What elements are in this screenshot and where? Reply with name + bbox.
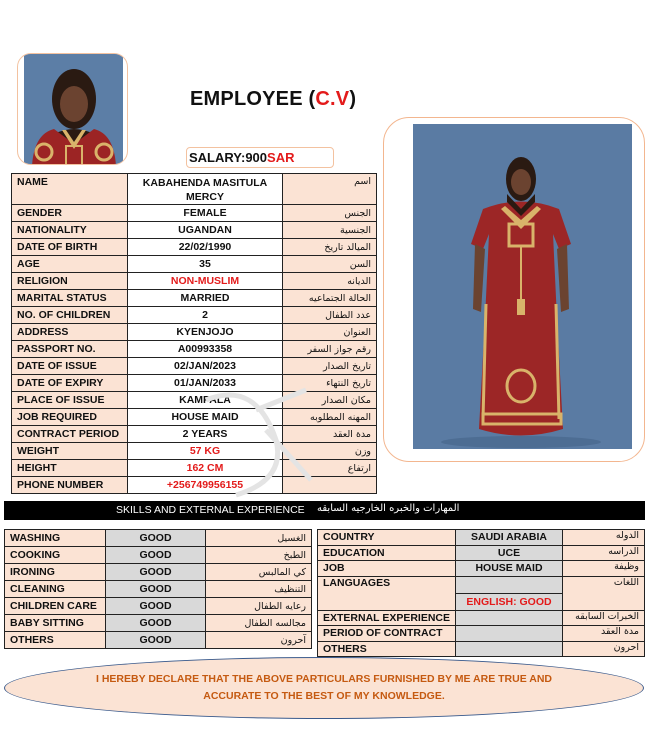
experience-value [456,610,563,626]
experience-label: COUNTRY [318,530,456,546]
row-label: NAME [12,174,128,205]
experience-arabic-label: اللغات [563,576,645,610]
portrait-photo-frame [17,53,128,165]
row-arabic-label: الديانه [283,273,377,290]
table-row [5,615,312,632]
skill-value: GOOD [106,530,206,547]
experience-label: EXTERNAL EXPERIENCE [318,610,456,626]
experience-value: SAUDI ARABIA [456,530,563,546]
experience-label: JOB [318,561,456,577]
portrait-photo [24,54,123,165]
skills-section-header [4,501,645,520]
row-arabic-label: عدد الطفال [283,307,377,324]
table-row [12,409,377,426]
skill-value: GOOD [106,615,206,632]
table-row [12,477,377,494]
row-label: MARITAL STATUS [12,290,128,307]
skill-arabic-label: الطبخ [206,547,312,564]
row-arabic-label: اسم [283,174,377,205]
experience-table [317,529,645,657]
table-row [5,547,312,564]
declaration-line-2: ACCURATE TO THE BEST OF MY KNOWLEDGE. [203,690,445,702]
table-row [5,564,312,581]
salary-box [186,147,334,168]
experience-value: UCE [456,545,563,561]
skill-value: GOOD [106,547,206,564]
table-row [12,273,377,290]
skill-label: COOKING [5,547,106,564]
row-value: KABAHENDA MASITULA MERCY [128,174,283,205]
row-label: PLACE OF ISSUE [12,392,128,409]
table-row [12,358,377,375]
skill-arabic-label: آحرون [206,632,312,649]
declaration-banner [4,657,644,719]
salary-currency: SAR [267,150,295,165]
row-arabic-label: مكان الصدار [283,392,377,409]
table-row [12,324,377,341]
table-row [12,307,377,324]
section-title-english: SKILLS AND EXTERNAL EXPERIENCE [116,504,305,516]
row-label: DATE OF BIRTH [12,239,128,256]
experience-value: HOUSE MAID [456,561,563,577]
row-value: FEMALE [128,205,283,222]
experience-arabic-label: الدراسه [563,545,645,561]
skill-label: BABY SITTING [5,615,106,632]
skill-value: GOOD [106,598,206,615]
table-row [318,545,645,561]
experience-label: LANGUAGES [318,576,456,610]
experience-arabic-label: الخبرات السابقه [563,610,645,626]
table-row [318,641,645,657]
table-row [5,581,312,598]
skill-arabic-label: كي المالبس [206,564,312,581]
row-arabic-label: الحالة الجتماعيه [283,290,377,307]
table-row [12,205,377,222]
row-label: HEIGHT [12,460,128,477]
row-arabic-label: مدة العقد [283,426,377,443]
row-value: 2 [128,307,283,324]
skill-value: GOOD [106,581,206,598]
experience-arabic-label: وظيفة [563,561,645,577]
row-arabic-label: السن [283,256,377,273]
row-value: HOUSE MAID [128,409,283,426]
salary-amount: SALARY:900 [189,150,268,165]
table-row [12,290,377,307]
row-arabic-label: ارتفاع [283,460,377,477]
row-label: DATE OF ISSUE [12,358,128,375]
experience-value [456,626,563,642]
row-value: A00993358 [128,341,283,358]
skills-table [4,529,312,649]
row-value: +256749956155 [128,477,283,494]
table-row [5,632,312,649]
row-value: 01/JAN/2033 [128,375,283,392]
row-value: KAMPALA [128,392,283,409]
experience-arabic-label: الدوله [563,530,645,546]
skill-value: GOOD [106,564,206,581]
experience-arabic-label: مدة العقد [563,626,645,642]
declaration-line-1: I HEREBY DECLARE THAT THE ABOVE PARTICULARS FURNISHED BY ME ARE TRUE AND [96,673,552,685]
title-accent: C.V [315,88,350,110]
skill-arabic-label: الغسيل [206,530,312,547]
row-value: 35 [128,256,283,273]
table-row [12,222,377,239]
table-row [12,392,377,409]
row-label: CONTRACT PERIOD [12,426,128,443]
row-value: 02/JAN/2023 [128,358,283,375]
skill-label: CHILDREN CARE [5,598,106,615]
row-arabic-label: الجنس [283,205,377,222]
row-label: NATIONALITY [12,222,128,239]
table-row [318,626,645,642]
row-label: PASSPORT NO. [12,341,128,358]
row-arabic-label: العنوان [283,324,377,341]
table-row [5,598,312,615]
experience-label: EDUCATION [318,545,456,561]
table-row [318,561,645,577]
table-row [5,530,312,547]
row-arabic-label: تاريخ الصدار [283,358,377,375]
language-value: ENGLISH: GOOD [456,593,563,610]
section-title-arabic: المهارات والخبره الخارجيه السابقه [317,503,460,514]
skill-label: IRONING [5,564,106,581]
experience-label: OTHERS [318,641,456,657]
table-row [12,239,377,256]
table-row [318,610,645,626]
row-arabic-label: المهنه المطلوبه [283,409,377,426]
row-arabic-label: الجنسية [283,222,377,239]
row-label: DATE OF EXPIRY [12,375,128,392]
page-title [190,88,356,111]
row-arabic-label: رقم جواز السفر [283,341,377,358]
skill-value: GOOD [106,632,206,649]
table-row [12,341,377,358]
row-value: UGANDAN [128,222,283,239]
skill-label: OTHERS [5,632,106,649]
row-arabic-label: تاريخ النتهاء [283,375,377,392]
row-value: 162 CM [128,460,283,477]
skill-label: WASHING [5,530,106,547]
skill-label: CLEANING [5,581,106,598]
experience-arabic-label: آحرون [563,641,645,657]
row-arabic-label [283,477,377,494]
skill-arabic-label: التنظيف [206,581,312,598]
row-label: ADDRESS [12,324,128,341]
table-row [12,256,377,273]
table-row [12,375,377,392]
experience-label: PERIOD OF CONTRACT [318,626,456,642]
skill-arabic-label: رعايه الطفال [206,598,312,615]
table-row [318,530,645,546]
row-label: JOB REQUIRED [12,409,128,426]
experience-value [456,576,563,593]
row-label: GENDER [12,205,128,222]
skill-arabic-label: مجالسه الطفال [206,615,312,632]
row-value: MARRIED [128,290,283,307]
table-row [318,576,645,593]
row-value: 57 KG [128,443,283,460]
row-label: NO. OF CHILDREN [12,307,128,324]
table-row [12,174,377,205]
row-label: PHONE NUMBER [12,477,128,494]
title-suffix: ) [349,88,357,110]
row-value: 22/02/1990 [128,239,283,256]
row-arabic-label: وزن [283,443,377,460]
full-length-photo [413,124,632,449]
row-value: 2 YEARS [128,426,283,443]
personal-details-table [11,173,377,494]
row-label: AGE [12,256,128,273]
title-prefix: EMPLOYEE ( [190,88,316,110]
row-arabic-label: الميالد تاريخ [283,239,377,256]
table-row [12,443,377,460]
row-value: NON-MUSLIM [128,273,283,290]
row-label: RELIGION [12,273,128,290]
row-label: WEIGHT [12,443,128,460]
table-row [12,460,377,477]
row-value: KYENJOJO [128,324,283,341]
table-row [12,426,377,443]
experience-value [456,641,563,657]
